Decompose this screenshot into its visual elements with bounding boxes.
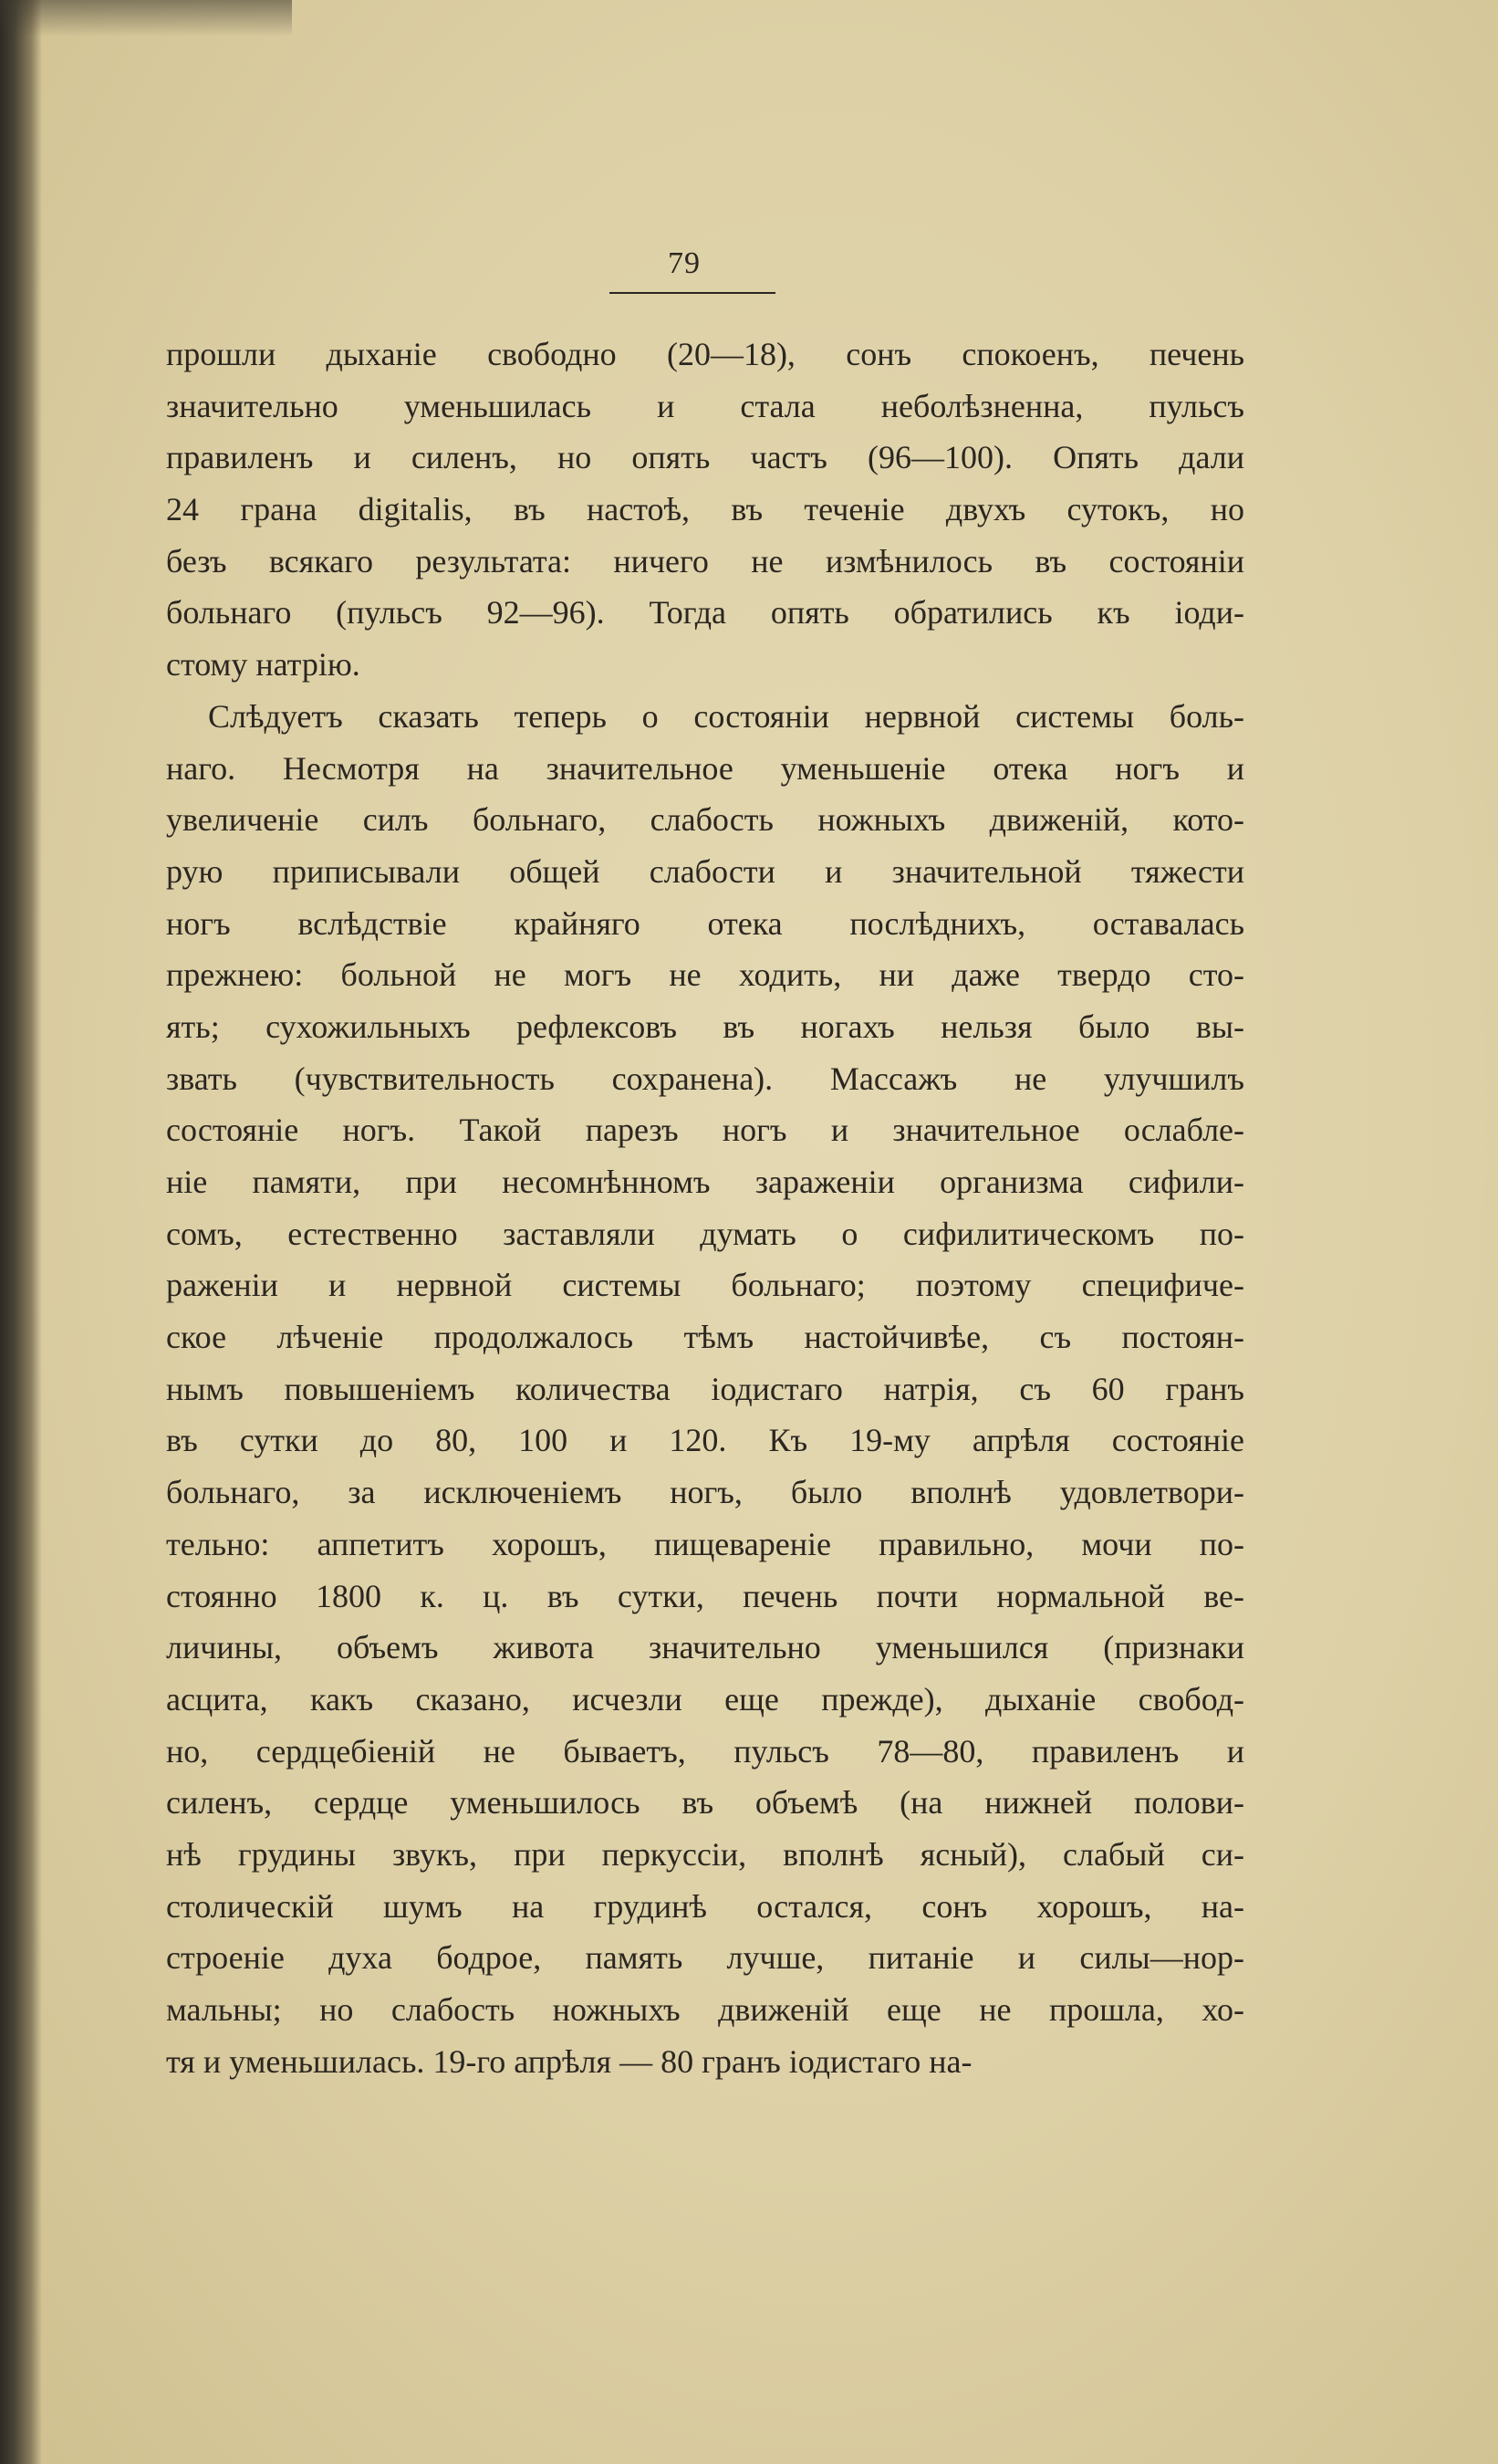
text-line: ніе памяти, при несомнѣнномъ зараженіи организма сифили- xyxy=(166,1164,1244,1200)
text-line: звать (чувствительность сохранена). Массажъ не улучшилъ xyxy=(166,1060,1244,1097)
text-line: въ сутки до 80, 100 и 120. Къ 19-му апрѣля состояніе xyxy=(166,1422,1244,1459)
text-line: состояніе ногъ. Такой парезъ ногъ и значительное ослабле- xyxy=(166,1112,1244,1149)
header-rule xyxy=(609,292,775,294)
text-line: нѣ грудины звукъ, при перкуссіи, вполнѣ ясный), слабый си- xyxy=(166,1835,1244,1873)
text-line: безъ всякаго результата: ничего не измѣнилось въ состояніи xyxy=(166,542,1244,579)
page-header xyxy=(584,246,785,301)
text-line: раженіи и нервной системы больнаго; поэтому специфиче- xyxy=(166,1267,1244,1304)
text-line: асцита, какъ сказано, исчезли еще прежде), дыханіе свобод- xyxy=(166,1680,1244,1717)
body-text xyxy=(166,329,1244,2087)
text-line: Слѣдуетъ сказать теперь о состояніи нервной системы боль- xyxy=(208,697,1244,735)
text-line: столическій шумъ на грудинѣ остался, сонъ хорошъ, на- xyxy=(166,1887,1244,1925)
text-line: правиленъ и силенъ, но опять частъ (96—100). Опять дали xyxy=(166,439,1244,476)
text-line: больнаго, за исключеніемъ ногъ, было вполнѣ удовлетвори- xyxy=(166,1474,1244,1511)
text-line: личины, объемъ живота значительно уменьшился (признаки xyxy=(166,1629,1244,1666)
text-line: стому натрію. xyxy=(166,646,360,684)
text-line: тя и уменьшилась. 19-го апрѣля — 80 гранъ іодистаго на- xyxy=(166,2042,973,2080)
text-line: мальны; но слабость ножныхъ движеній еще не прошла, хо- xyxy=(166,1991,1244,2028)
text-line: значительно уменьшилась и стала неболѣзненна, пульсъ xyxy=(166,387,1244,424)
text-line: строеніе духа бодрое, память лучше, питаніе и силы—нор- xyxy=(166,1939,1244,1977)
text-line: ское лѣченіе продолжалось тѣмъ настойчивѣе, съ постоян- xyxy=(166,1319,1244,1356)
text-line: наго. Несмотря на значительное уменьшеніе отека ногъ и xyxy=(166,749,1244,787)
text-line: 24 грана digitalis, въ настоѣ, въ теченіе двухъ сутокъ, но xyxy=(166,491,1244,528)
paragraph xyxy=(166,329,1244,691)
book-spine-shadow xyxy=(0,0,42,2464)
text-line: больнаго (пульсъ 92—96). Тогда опять обратились къ іоди- xyxy=(166,594,1244,632)
text-line: увеличеніе силъ больнаго, слабость ножныхъ движеній, кото- xyxy=(166,801,1244,839)
text-line: ногъ вслѣдствіе крайняго отека послѣднихъ, оставалась xyxy=(166,904,1244,942)
text-line: ять; сухожильныхъ рефлексовъ въ ногахъ нельзя было вы- xyxy=(166,1008,1244,1045)
paragraph xyxy=(166,691,1244,2088)
top-edge-shadow xyxy=(0,0,292,37)
text-line: силенъ, сердце уменьшилось въ объемѣ (на нижней полови- xyxy=(166,1784,1244,1822)
text-line: стоянно 1800 к. ц. въ сутки, печень почти нормальной ве- xyxy=(166,1577,1244,1614)
text-line: прошли дыханіе свободно (20—18), сонъ спокоенъ, печень xyxy=(166,336,1244,372)
text-line: тельно: аппетитъ хорошъ, пищевареніе правильно, мочи по- xyxy=(166,1525,1244,1562)
text-line: рую приписывали общей слабости и значительной тяжести xyxy=(166,852,1244,890)
text-line: но, сердцебіеній не бываетъ, пульсъ 78—80, правиленъ и xyxy=(166,1732,1244,1770)
page-number: 79 xyxy=(668,246,701,280)
text-line: прежнею: больной не могъ не ходить, ни даже твердо сто- xyxy=(166,956,1244,994)
text-line: сомъ, естественно заставляли думать о сифилитическомъ по- xyxy=(166,1215,1244,1252)
text-line: нымъ повышеніемъ количества іодистаго натрія, съ 60 гранъ xyxy=(166,1370,1244,1407)
